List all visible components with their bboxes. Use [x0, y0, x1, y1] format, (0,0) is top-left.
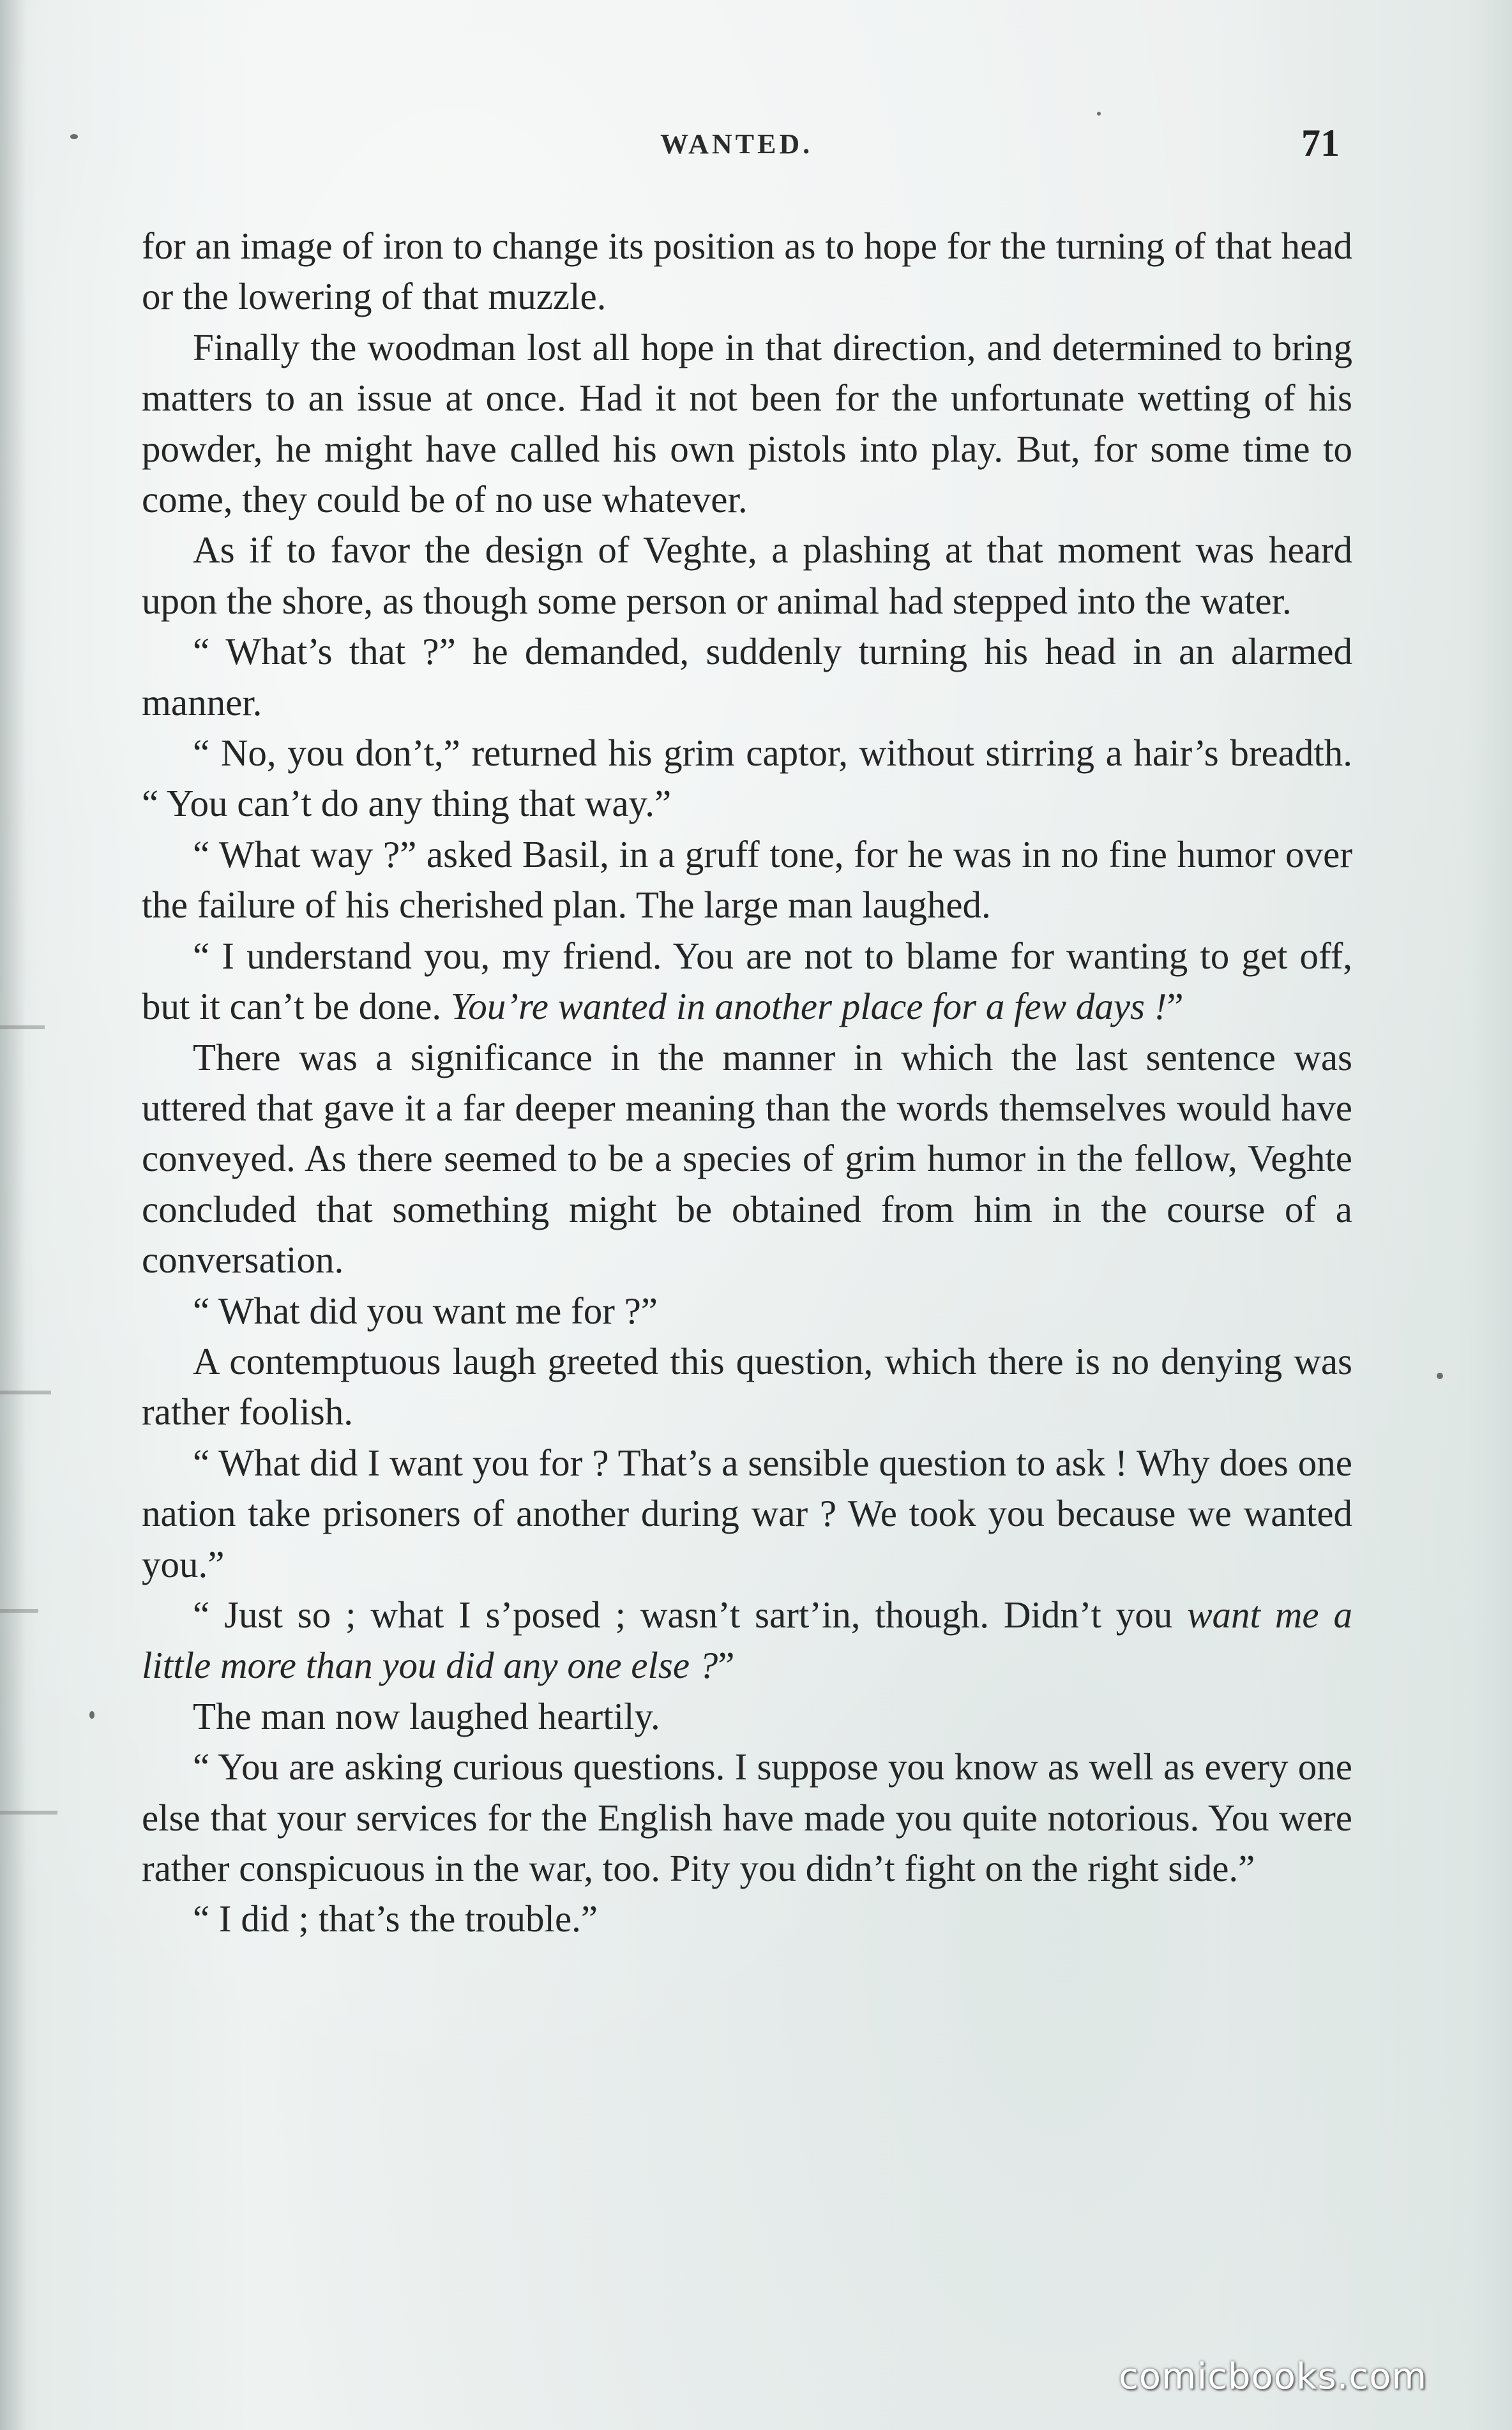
page-edge-shadow — [0, 0, 26, 2430]
torn-edge-mark — [0, 1025, 45, 1029]
text-run: ” — [718, 1644, 735, 1687]
paragraph — [142, 1691, 1352, 1742]
running-head: WANTED. — [660, 128, 813, 160]
paragraph — [142, 525, 1352, 626]
paragraph — [142, 728, 1352, 829]
paragraph — [142, 221, 1352, 322]
italic-text: You’re wanted in another place for a few days ! — [450, 985, 1167, 1028]
text-run: A contemptuous laugh greeted this question, which there is no denying was rather foolish. — [142, 1340, 1352, 1433]
body-text — [142, 221, 1352, 1945]
text-run: “ What did I want you for ? That’s a sensible question to ask ! Why does one nation take prisoners of another during war ? We took you because we wanted you.” — [142, 1441, 1352, 1585]
paragraph — [142, 1336, 1352, 1438]
text-run: There was a significance in the manner in which the last sentence was uttered that gave it a far deeper meaning than the words themselves would have conveyed. As there seemed to be a species of grim humor in the fellow, Veghte concluded that something might be obtained from him in the course of a conversation. — [142, 1036, 1352, 1281]
text-run: “ I understand you, my friend. You are not to blame for wanting to get off, but it can’t be done. — [142, 934, 1352, 1028]
paragraph — [142, 829, 1352, 931]
paragraph — [142, 1032, 1352, 1286]
text-run: The man now laughed heartily. — [193, 1694, 660, 1737]
paragraph — [142, 1590, 1352, 1691]
text-run: “ I did ; that’s the trouble.” — [193, 1898, 598, 1940]
paragraph — [142, 626, 1352, 728]
paragraph — [142, 322, 1352, 525]
ink-speck — [1097, 112, 1101, 116]
text-run: “ Just so ; what I s’posed ; wasn’t sart’in, though. Didn’t you — [193, 1593, 1188, 1636]
text-run: “ What way ?” asked Basil, in a gruff tone, for he was in no fine humor over the failure of his cherished plan. The large man laughed. — [142, 833, 1352, 926]
paragraph — [142, 1286, 1352, 1336]
paragraph — [142, 931, 1352, 1032]
text-run: “ What’s that ?” he demanded, suddenly turning his head in an alarmed manner. — [142, 630, 1352, 723]
paragraph — [142, 1742, 1352, 1894]
ink-speck — [89, 1711, 94, 1719]
text-run: “ What did you want me for ?” — [193, 1289, 658, 1332]
text-run: “ You are asking curious questions. I suppose you know as well as every one else that your services for the English have made you quite notorious. You were rather conspicuous in the war, too. Pity you didn’t fight on the right side.” — [142, 1746, 1352, 1889]
paragraph — [142, 1894, 1352, 1944]
torn-edge-mark — [0, 1391, 51, 1394]
text-run: “ No, you don’t,” returned his grim captor, without stirring a hair’s breadth. “ You can’t do any thing that way.” — [142, 732, 1352, 825]
watermark-logo: comicbooks.com — [1119, 2356, 1428, 2397]
text-run: As if to favor the design of Veghte, a plashing at that moment was heard upon the shore, as though some person or animal had stepped into the water. — [142, 529, 1352, 622]
text-run: for an image of iron to change its position as to hope for the turning of that head or the lowering of that muzzle. — [142, 225, 1352, 318]
text-run: Finally the woodman lost all hope in that direction, and determined to bring matters to an issue at once. Had it not been for the unfortunate wetting of his powder, he might have called his own pistols into play. But, for some time to come, they could be of no use whatever. — [142, 326, 1352, 521]
ink-speck — [70, 134, 78, 139]
page-number: 71 — [1301, 122, 1340, 164]
torn-edge-mark — [0, 1609, 38, 1613]
paragraph — [142, 1438, 1352, 1590]
ink-speck — [1437, 1373, 1443, 1379]
italic-text: want me a little more than you did any one else ? — [142, 1593, 1353, 1687]
text-run: ” — [1167, 985, 1184, 1028]
torn-edge-mark — [0, 1811, 57, 1815]
